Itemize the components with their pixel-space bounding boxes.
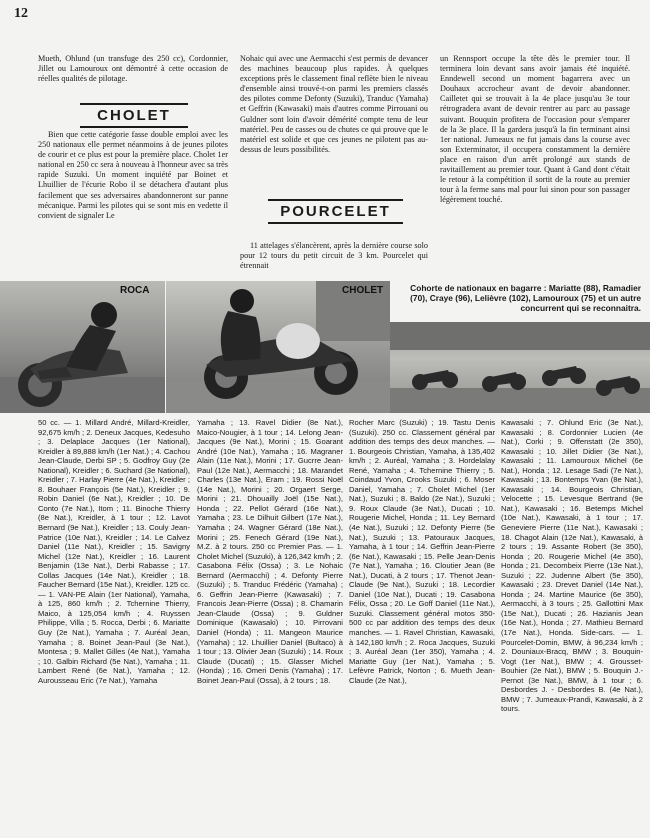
photo-roca xyxy=(0,281,165,413)
results-column-4: Kawasaki ; 7. Ohlund Eric (3e Nat.), Kawasaki ; 8. Cordonnier Lucien (4e Nat.), Corki ; 9. Offenstatt (2e 350), Kawasaki ; 10. Jillet Didier (3e Nat.), Kawasaki ; 11. Lamouroux Michel (6e Nat.), Honda ; 12. Lesage Sadi (7e Nat.), Kawasaki ; 13. Bontemps Yvan (8e Nat.), Kawasaki ; 14. Bourgeois Christian, Velocette ; 15. Levesque Bertrand (9e Nat.), Kawasaki ; 16. Betemps Michel (10e Nat.), Kawasaki, à 1 tour ; 17. Geneviere Pierre (11e Nat.), Kawasaki ; 18. Chagot Alain (12e Nat.), Kawasaki, à 2 tours ; 19. Assante Robert (3e 350), Honda ; 20. Rougerie Michel (4e 350), Honda ; 21. Decombeix Pierre (13e Nat.), Suzuki ; 22. Judenne Albert (5e 350), Kawasaki ; 23. Drevet Daniel (14e Nat.), Honda ; 24. Martine Maurice (6e 350), Aermacchi, à 3 tours ; 25. Gallottini Max (15e Nat.), Ducati ; 26. Hazianis Jean (16e Nat.), Honda ; 27. Mathieu Bernard (17e Nat.), Honda. Side-cars. — 1. Pourcelet-Domin, BMW, à 96,234 km/h ; 2. Douniaux-Bracq, BMW ; 3. Bouquin-Vogt (1er Nat.), BMW ; 4. Grousset-Bouhier (2e Nat.), BMW ; 5. Bouquin J.-Pernot (3e Nat.), BMW, à 1 tour ; 6. Desbordes J. - Desbordes B. (4e Nat.), BMW ; 7. Jumeaux-Prandi, Kawasaki, à 2 tours. xyxy=(501,418,643,714)
results-column-2: Yamaha ; 13. Ravel Didier (8e Nat.), Maico-Nougier, à 1 tour ; 14. Lelong Jean-Jacques (9e Nat.), Morini ; 15. Goarant André (10e Nat.), Yamaha ; 16. Magraner Alain (11e Nat.), Morini ; 17. Gucrre Jean-Paul (12e Nat.), Aermacchi ; 18. Marandet Charles (13e Nat.), Eram ; 19. Rossi Noël (14e Nat.), Morini ; 20. Orgaert Serge, Morini ; 21. Dhouailly Joël (15e Nat.), Honda ; 22. Pellot Gérard (16e Nat.), Yamaha ; 23. Le Dilhuit Gilbert (17e Nat.), Yamaha ; 24. Wagner Gérard (18e Nat.), Morini ; 25. Fenech Gérard (19e Nat.), M.Z. à 2 tours. 250 cc Premier Pas. — 1. Cholet Michel (Suzuki), à 126,342 km/h ; 2. Casabona Félix (Ossa) ; 3. Le Nohaic Bernard (Aermacchi) ; 4. Defonty Pierre (Suzuki) ; 5. Tranduc Frédéric (Yamaha) ; 6. Geffrin Jean-Pierre (Kawasaki) ; 7. Francois Jean-Pierre (Ossa) ; 8. Chamarin Jean-Claude (Ossa) ; 9. Guldner Dominique (Kawasaki) ; 10. Pirrovani Daniel (Honda) ; 11. Mangeon Maurice (Yamaha) ; 12. Lhuillier Daniel (Bultaco) à 1 tour ; 13. Olivier Jean (Suzuki) ; 14. Roux Claude (Ducati) ; 15. Glasser Michel (Honda) ; 16. Omeri Denis (Yamaha) ; 17. Boinet Jean-Paul (Ossa), à 2 tours ; 18. xyxy=(197,418,343,685)
photo-race-pack xyxy=(390,322,650,413)
article-column-1-continued xyxy=(38,130,228,221)
article-column-2-continued xyxy=(240,241,428,271)
article-column-3 xyxy=(440,54,630,205)
motorcycle-rider-image xyxy=(166,281,390,413)
article-column-2 xyxy=(240,54,428,155)
section-heading-pourcelet: POURCELET xyxy=(268,199,403,224)
article-column-1 xyxy=(38,54,228,84)
race-pack-image xyxy=(390,322,650,413)
photo-label: ROCA xyxy=(120,285,150,296)
photo-caption: Cohorte de nationaux en bagarre : Mariatte (88), Ramadier (70), Craye (96), Lelièvre (102), Lamouroux (75) et un autre concurrent qui se reconnaitra. xyxy=(410,283,641,314)
paragraph: Nohaic qui avec une Aermacchi s'est permis de devancer des machines beaucoup plus rapides. À quelques exceptions près le classement final reflète bien le niveau d'ensemble ainsi trouvé-t-on parmi les premiers classés des pilotes comme Defonty (Suzuki), Tranduc (Yamaha) et Geffrin (Kawasaki) mais d'autres comme Pirrouani ou Guldner sont loin d'avoir démérité compte tenu de leur matériel. Peu de casses ou de chutes ce qui prouve que le matériel est solide et que ces jeunes ne pilotent pas au-dessus de leurs possibilités. xyxy=(240,54,428,154)
results-column-1: 50 cc. — 1. Millard André, Millard-Kreidler, 92,675 km/h ; 2. Deneux Jacques, Kedesuho ; 3. Delaplace Jacques (1er National), Kreidler à 89,888 km/h (1er Nat.) ; 4. Cachou Jean-Claude, Derbi SP ; 5. Godfroy Guy (2e National), Kreidler ; 6. Suchard (3e National), Kreidler ; 7. Harlay Pierre (4e Nat.), Kreidler ; 8. Bouhaer François (5e Nat.), Kreidler ; 9. Robin Daniel (6e Nat.), Kreidler ; 10. De Conto (7e Nat.), Itom ; 11. Binoche Thierry (8e Nat.), Kreidler, à 1 tour ; 12. Lavot Bernard (9e Nat.), Kreidler ; 13. Couly Jean-Patrice (10e Nat.), Kreidler ; 14. Le Calvez Daniel (11e Nat.), Kreidler ; 15. Savigny Michel (12e Nat.), Kreidler ; 16. Laurent Benjamin (13e Nat.), Derbi Rabasse ; 17. Collas Jacques (14e Nat.), Kreidler ; 18. Faucher Bernard (15e Nat.), Kreidler. 125 cc. — 1. VAN-PE Alain (1er National), Yamaha, à 125, 860 km/h ; 2. Tchernine Thierry, Maico, à 125,054 km/h ; 4. Ruyssen Philippe, Villa ; 5. Rocca, Derbi ; 6. Mariatte Guy (2e Nat.), Yamaha ; 7. Auréal Jean, Yamaha ; 8. Boinet Jean-Paul (3e Nat.), Montesa ; 9. Mallet Gilles (4e Nat.), Yamaha ; 10. Galbin Richard (5e Nat.), Yamaha ; 11. Lambert René (6e Nat.), Yamaha ; 12. Aurousseau Eric (7e Nat.), Yamaha xyxy=(38,418,190,685)
photo-cholet xyxy=(166,281,390,413)
section-heading-cholet: CHOLET xyxy=(80,103,188,128)
page-number: 12 xyxy=(14,6,28,21)
paragraph: Mueth, Ohlund (un transfuge des 250 cc), Cordonnier, Jillet ou Lamouroux ont démontré à cette occasion de réelles qualités de pilotage. xyxy=(38,54,228,84)
motorcycle-rider-image xyxy=(0,281,165,413)
paragraph: un Rennsport occupe la tête dès le premier tour. Il terminera loin devant sans avoir jamais été inquiété. Enndewell second un moment bagarrera avec un Douhaux accrocheur avant de devoir abandonner. Cailletet qui se trouvait à la 4e place jusqu'au 3e tour rétrogradera avant de devoir rentrer au parc au passage suivant. Bouquin profitera de l'occasion pour s'emparer de la 3e place. Il la gardera jusqu'à la fin terminant ainsi 1er national. Jumeaux ne fut jamais dans la course avec son Exterminator, il occupera constamment la dernière place en raison d'un arrêt prolongé aux stands de ravitaillement au premier tour. Quant à Gand dont c'était le retour à la compétition il sortit de la route au premier tour à la ferme sans mal pour lui sinon pour son passager légèrement touché. xyxy=(440,54,630,205)
paragraph: 11 attelages s'élancèrent, après la dernière course solo pour 12 tours du petit circuit de 3 km. Pourcelet qui étrennait xyxy=(240,241,428,271)
photo-label: CHOLET xyxy=(342,285,384,296)
paragraph: Bien que cette catégorie fasse double emploi avec les 250 nationaux elle permet néanmoins à de jeunes pilotes de courir et ce plus est pour la première place. Cholet 1er national en 250 cc sera à nouveau à l'honneur avec sa très rapide Suzuki. Un moment inquiété par Boinet et Lhuillier de l'écurie Robo il se détachera d'autant plus facilement que ses adversaires abandonneront sur panne mécanique. Parmi les pilotes qui se sont mis en vedette il convient de signaler Le xyxy=(38,130,228,220)
results-column-3: Rocher Marc (Suzuki) ; 19. Tastu Denis (Suzuki). 250 cc. Classement général par addition des temps des deux manches. — 1. Bourgeois Christian, Yamaha, à 135,402 km/h ; 2. Auréal, Yamaha ; 3. Hordelalay René, Yamaha ; 4. Tchernine Thierry ; 5. Coindaud Yvon, Crooks Suzuki ; 6. Moser Daniel, Yamaha ; 7. Cholet Michel (1er Nat.), Suzuki ; 8. Baldo (2e Nat.), Suzuki ; 9. Roux Claude (3e Nat.), Ducati ; 10. Rougerie Michel, Honda ; 11. Ley Bernard (4e Nat.), Suzuki ; 12. Defonty Pierre (5e Nat.), Suzuki ; 13. Patouraux Jacques, Yamaha, à 1 tour ; 14. Geffrin Jean-Pierre (6e Nat.), Kawasaki ; 15. Pelle Jean-Denis (7e Nat.), Yamaha ; 16. Cloutier Jean (8e Nat.), Ducati, à 2 tours ; 17. Thenot Jean-Claude (9e Nat.), Suzuki ; 18. Lecordier Daniel (10e Nat.), Ducati ; 19. Casabona Félix, Ossa ; 20. Le Goff Daniel (11e Nat.), Suzuki. Classement général motos 350-500 cc par addition des temps des deux manches. — 1. Ravel Christian, Kawasaki, à 142,180 km/h ; 2. Roca Jacques, Suzuki ; 3. Auréal Jean (1er 350), Yamaha ; 4. Mariatte Guy (1er Nat.), Yamaha ; 5. Lefèvre Patrick, Norton ; 6. Mueth Jean-Claude (2e Nat.), xyxy=(349,418,495,685)
